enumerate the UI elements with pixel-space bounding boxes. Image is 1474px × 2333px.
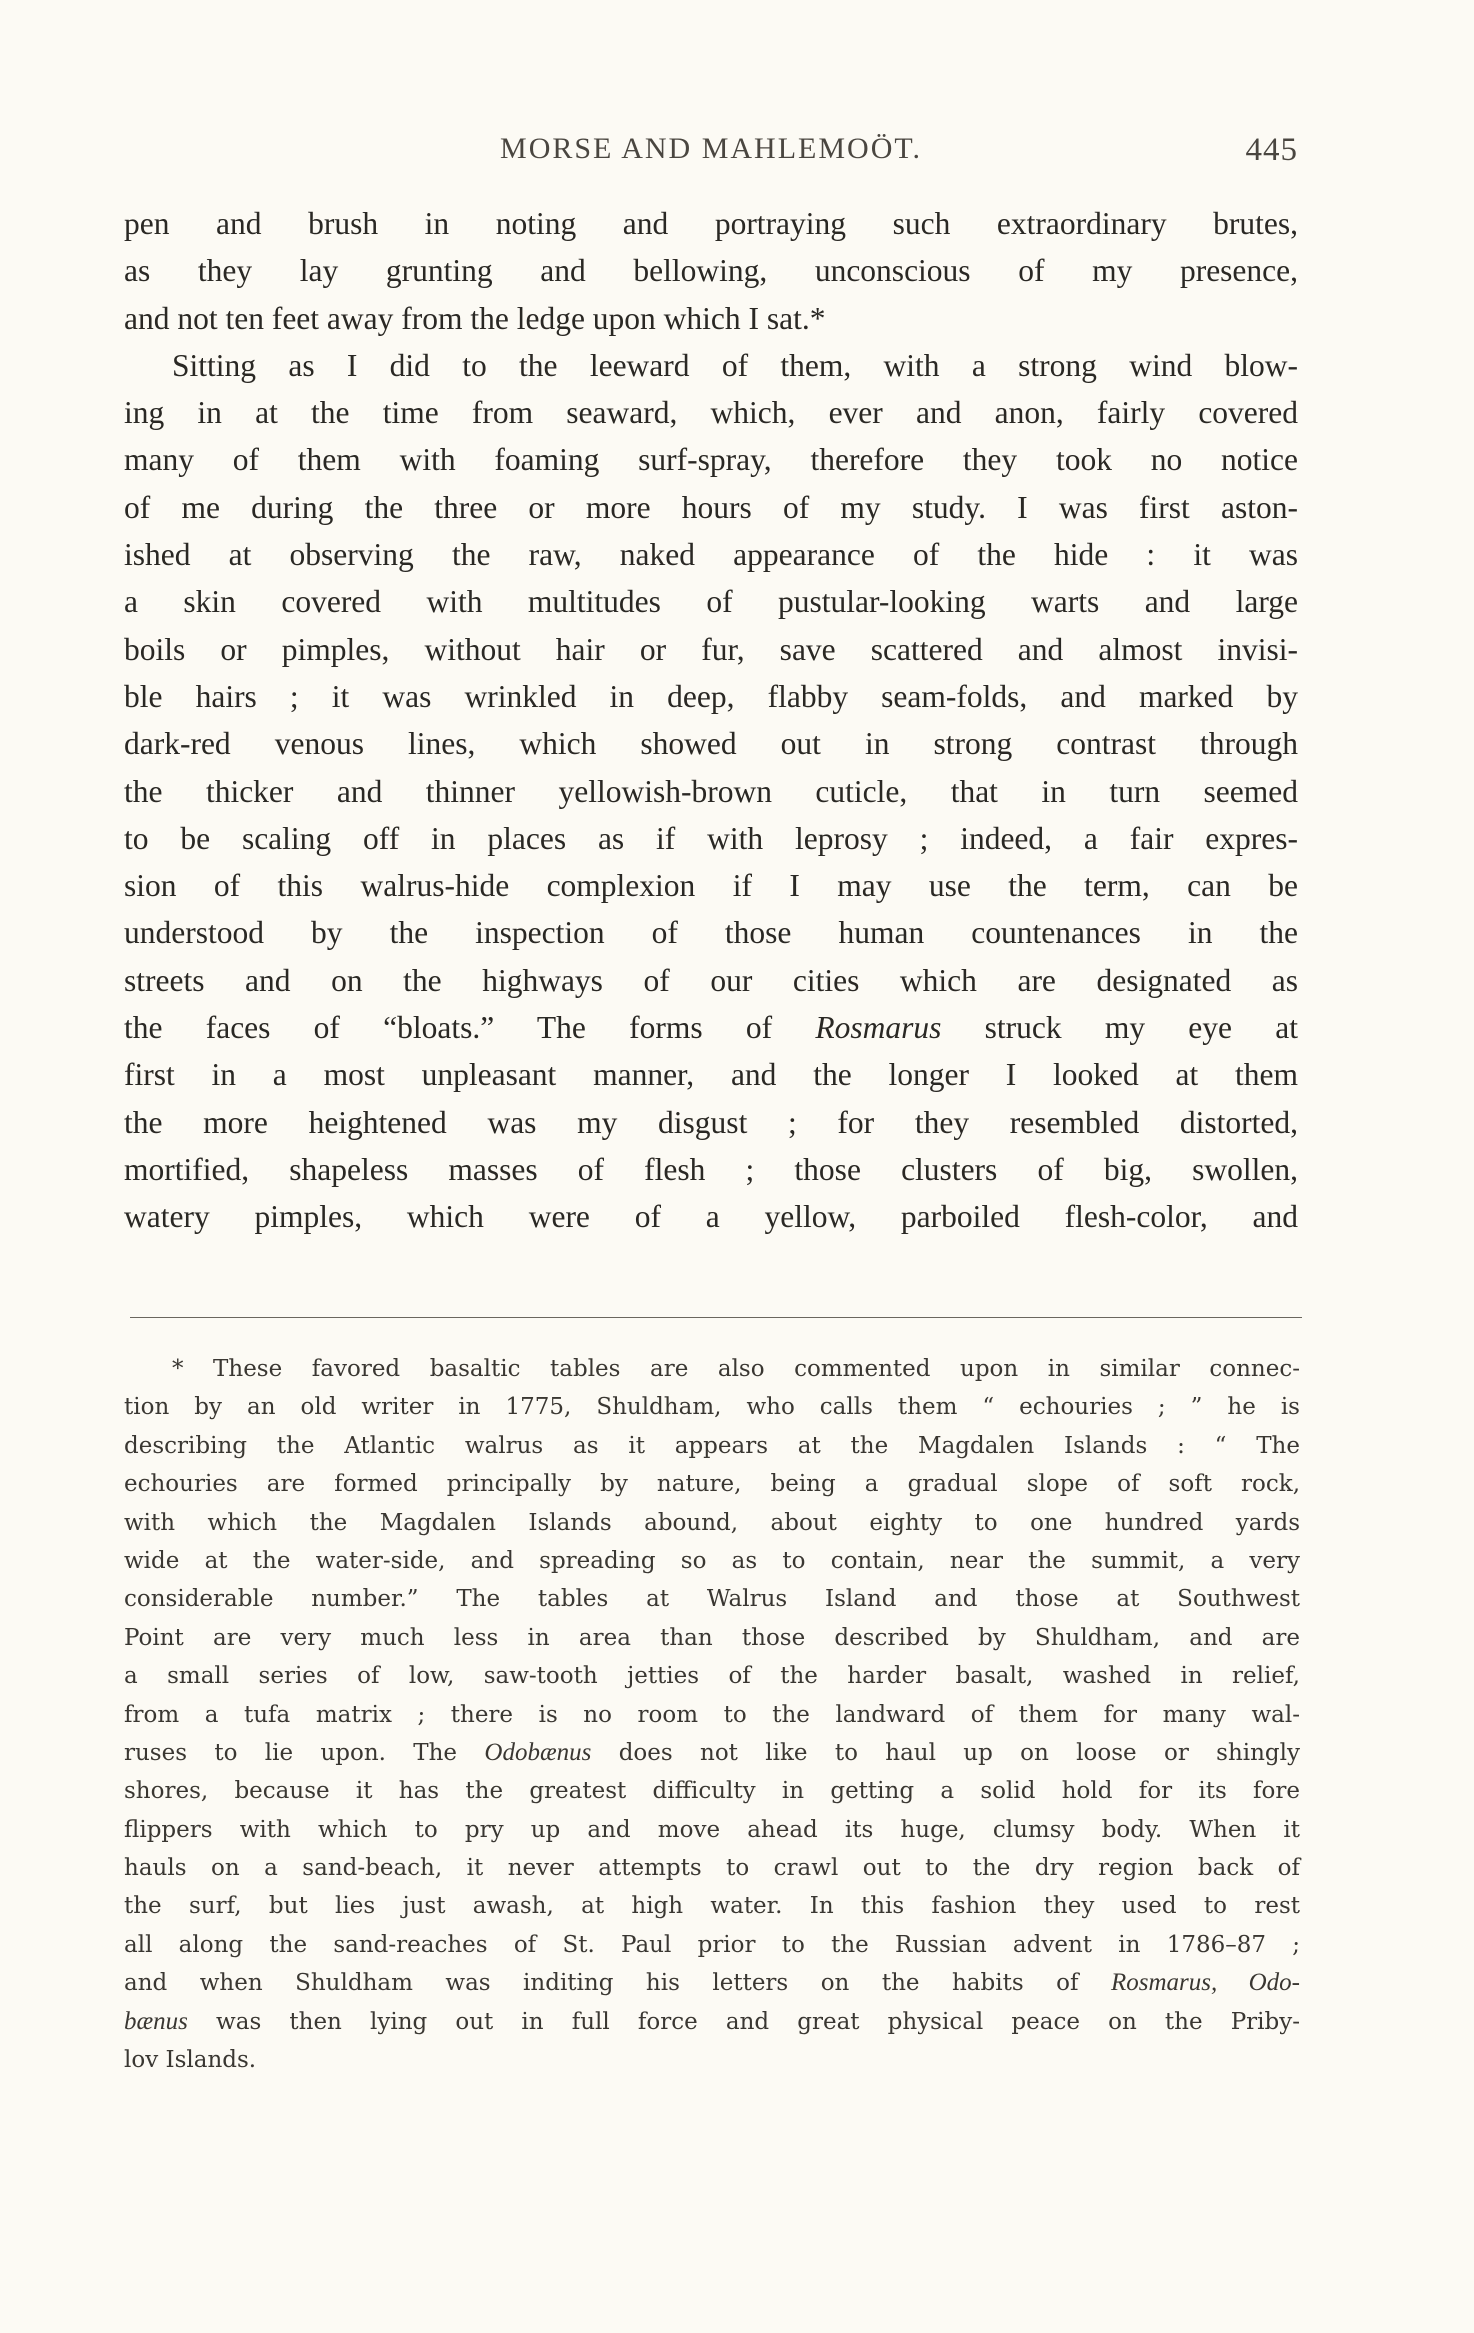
footnote-line: with which the Magdalen Islands abound, about eighty to one hundred yards [124, 1509, 1300, 1536]
text-line: of me during the three or more hours of my study. I was first aston- [124, 489, 1298, 525]
footnote-line [124, 2003, 1300, 2041]
text-segment: does not like to haul up on loose or shingly [618, 1739, 1301, 1766]
footnote-line: shores, because it has the greatest difficulty in getting a solid hold for its fore [124, 1778, 1300, 1805]
text-line: boils or pimples, without hair or fur, save scattered and almost invisi- [124, 631, 1298, 667]
text-line: to be scaling off in places as if with leprosy ; indeed, a fair expres- [124, 820, 1298, 856]
italic-term: Rosmarus, Odo- [1110, 1969, 1300, 1997]
footnote-line: hauls on a sand-beach, it never attempts to crawl out to the dry region back of [124, 1855, 1300, 1882]
text-line: the thicker and thinner yellowish-brown cuticle, that in turn seemed [124, 773, 1298, 809]
footnote-line: lov Islands. [124, 2047, 257, 2074]
footnote-line: describing the Atlantic walrus as it appears at the Magdalen Islands : “ The [124, 1432, 1300, 1459]
footnote-line: considerable number.” The tables at Walrus Island and those at Southwest [124, 1586, 1300, 1613]
text-line: first in a most unpleasant manner, and the longer I looked at them [124, 1057, 1298, 1093]
text-line: as they lay grunting and bellowing, unconscious of my presence, [124, 253, 1298, 289]
text-line: Sitting as I did to the leeward of them, with a strong wind blow- [172, 347, 1298, 383]
footnote-line: Point are very much less in area than those described by Shuldham, and are [124, 1624, 1300, 1651]
footnote-line [124, 1734, 1300, 1772]
text-segment: the faces of “bloats.” The forms of [124, 1010, 773, 1046]
text-line: understood by the inspection of those human countenances in the [124, 915, 1298, 951]
text-line: the more heightened was my disgust ; for they resembled distorted, [124, 1104, 1298, 1140]
page-number: 445 [1245, 132, 1298, 168]
text-line: and not ten feet away from the ledge upon which I sat.* [124, 300, 826, 336]
text-line: ble hairs ; it was wrinkled in deep, flabby seam-folds, and marked by [124, 678, 1298, 714]
main-text [124, 200, 1298, 1241]
text-segment: was then lying out in full force and great physical peace on the Priby- [216, 2008, 1301, 2035]
text-line: watery pimples, which were of a yellow, parboiled flesh-color, and [124, 1199, 1298, 1235]
footnote-line: echouries are formed principally by nature, being a gradual slope of soft rock, [124, 1471, 1300, 1498]
footnote [124, 1350, 1300, 2079]
footnote-line: from a tufa matrix ; there is no room to the landward of them for many wal- [124, 1701, 1300, 1728]
text-line: ing in at the time from seaward, which, ever and anon, fairly covered [124, 395, 1298, 431]
text-line: mortified, shapeless masses of flesh ; those clusters of big, swollen, [124, 1151, 1298, 1187]
footnote-line [124, 1964, 1300, 2002]
footnote-line: the surf, but lies just awash, at high water. In this fashion they used to rest [124, 1893, 1300, 1920]
footnote-line: a small series of low, saw-tooth jetties of the harder basalt, washed in relief, [124, 1663, 1300, 1690]
footnote-line: wide at the water-side, and spreading so as to contain, near the summit, a very [124, 1547, 1300, 1574]
text-segment: ruses to lie upon. The [124, 1739, 458, 1766]
text-line: many of them with foaming surf-spray, therefore they took no notice [124, 442, 1298, 478]
footnote-line: * These favored basaltic tables are also commented upon in similar connec- [172, 1356, 1300, 1382]
text-line: a skin covered with multitudes of pustular-looking warts and large [124, 584, 1298, 620]
text-line [124, 1004, 1298, 1051]
text-line: dark-red venous lines, which showed out in strong contrast through [124, 726, 1298, 762]
text-line: ished at observing the raw, naked appearance of the hide : it was [124, 537, 1298, 573]
italic-term: Rosmarus [815, 1010, 942, 1046]
running-title: MORSE AND MAHLEMOÖT. [500, 132, 922, 165]
text-segment: and when Shuldham was inditing his letters on the habits of [124, 1970, 1079, 1997]
text-segment: struck my eye at [984, 1010, 1298, 1046]
running-head [124, 132, 1298, 172]
footnote-line: all along the sand-reaches of St. Paul prior to the Russian advent in 1786–87 ; [124, 1931, 1300, 1958]
text-line: sion of this walrus-hide complexion if I may use the term, can be [124, 868, 1298, 904]
text-line: pen and brush in noting and portraying such extraordinary brutes, [124, 206, 1298, 241]
footnote-divider [130, 1317, 1302, 1318]
italic-term: Odobænus [484, 1738, 592, 1766]
italic-term: bænus [124, 2007, 188, 2035]
footnote-line: tion by an old writer in 1775, Shuldham, who calls them “ echouries ; ” he is [124, 1394, 1300, 1421]
footnote-line: flippers with which to pry up and move ahead its huge, clumsy body. When it [124, 1816, 1300, 1843]
text-line: streets and on the highways of our cities which are designated as [124, 962, 1298, 998]
